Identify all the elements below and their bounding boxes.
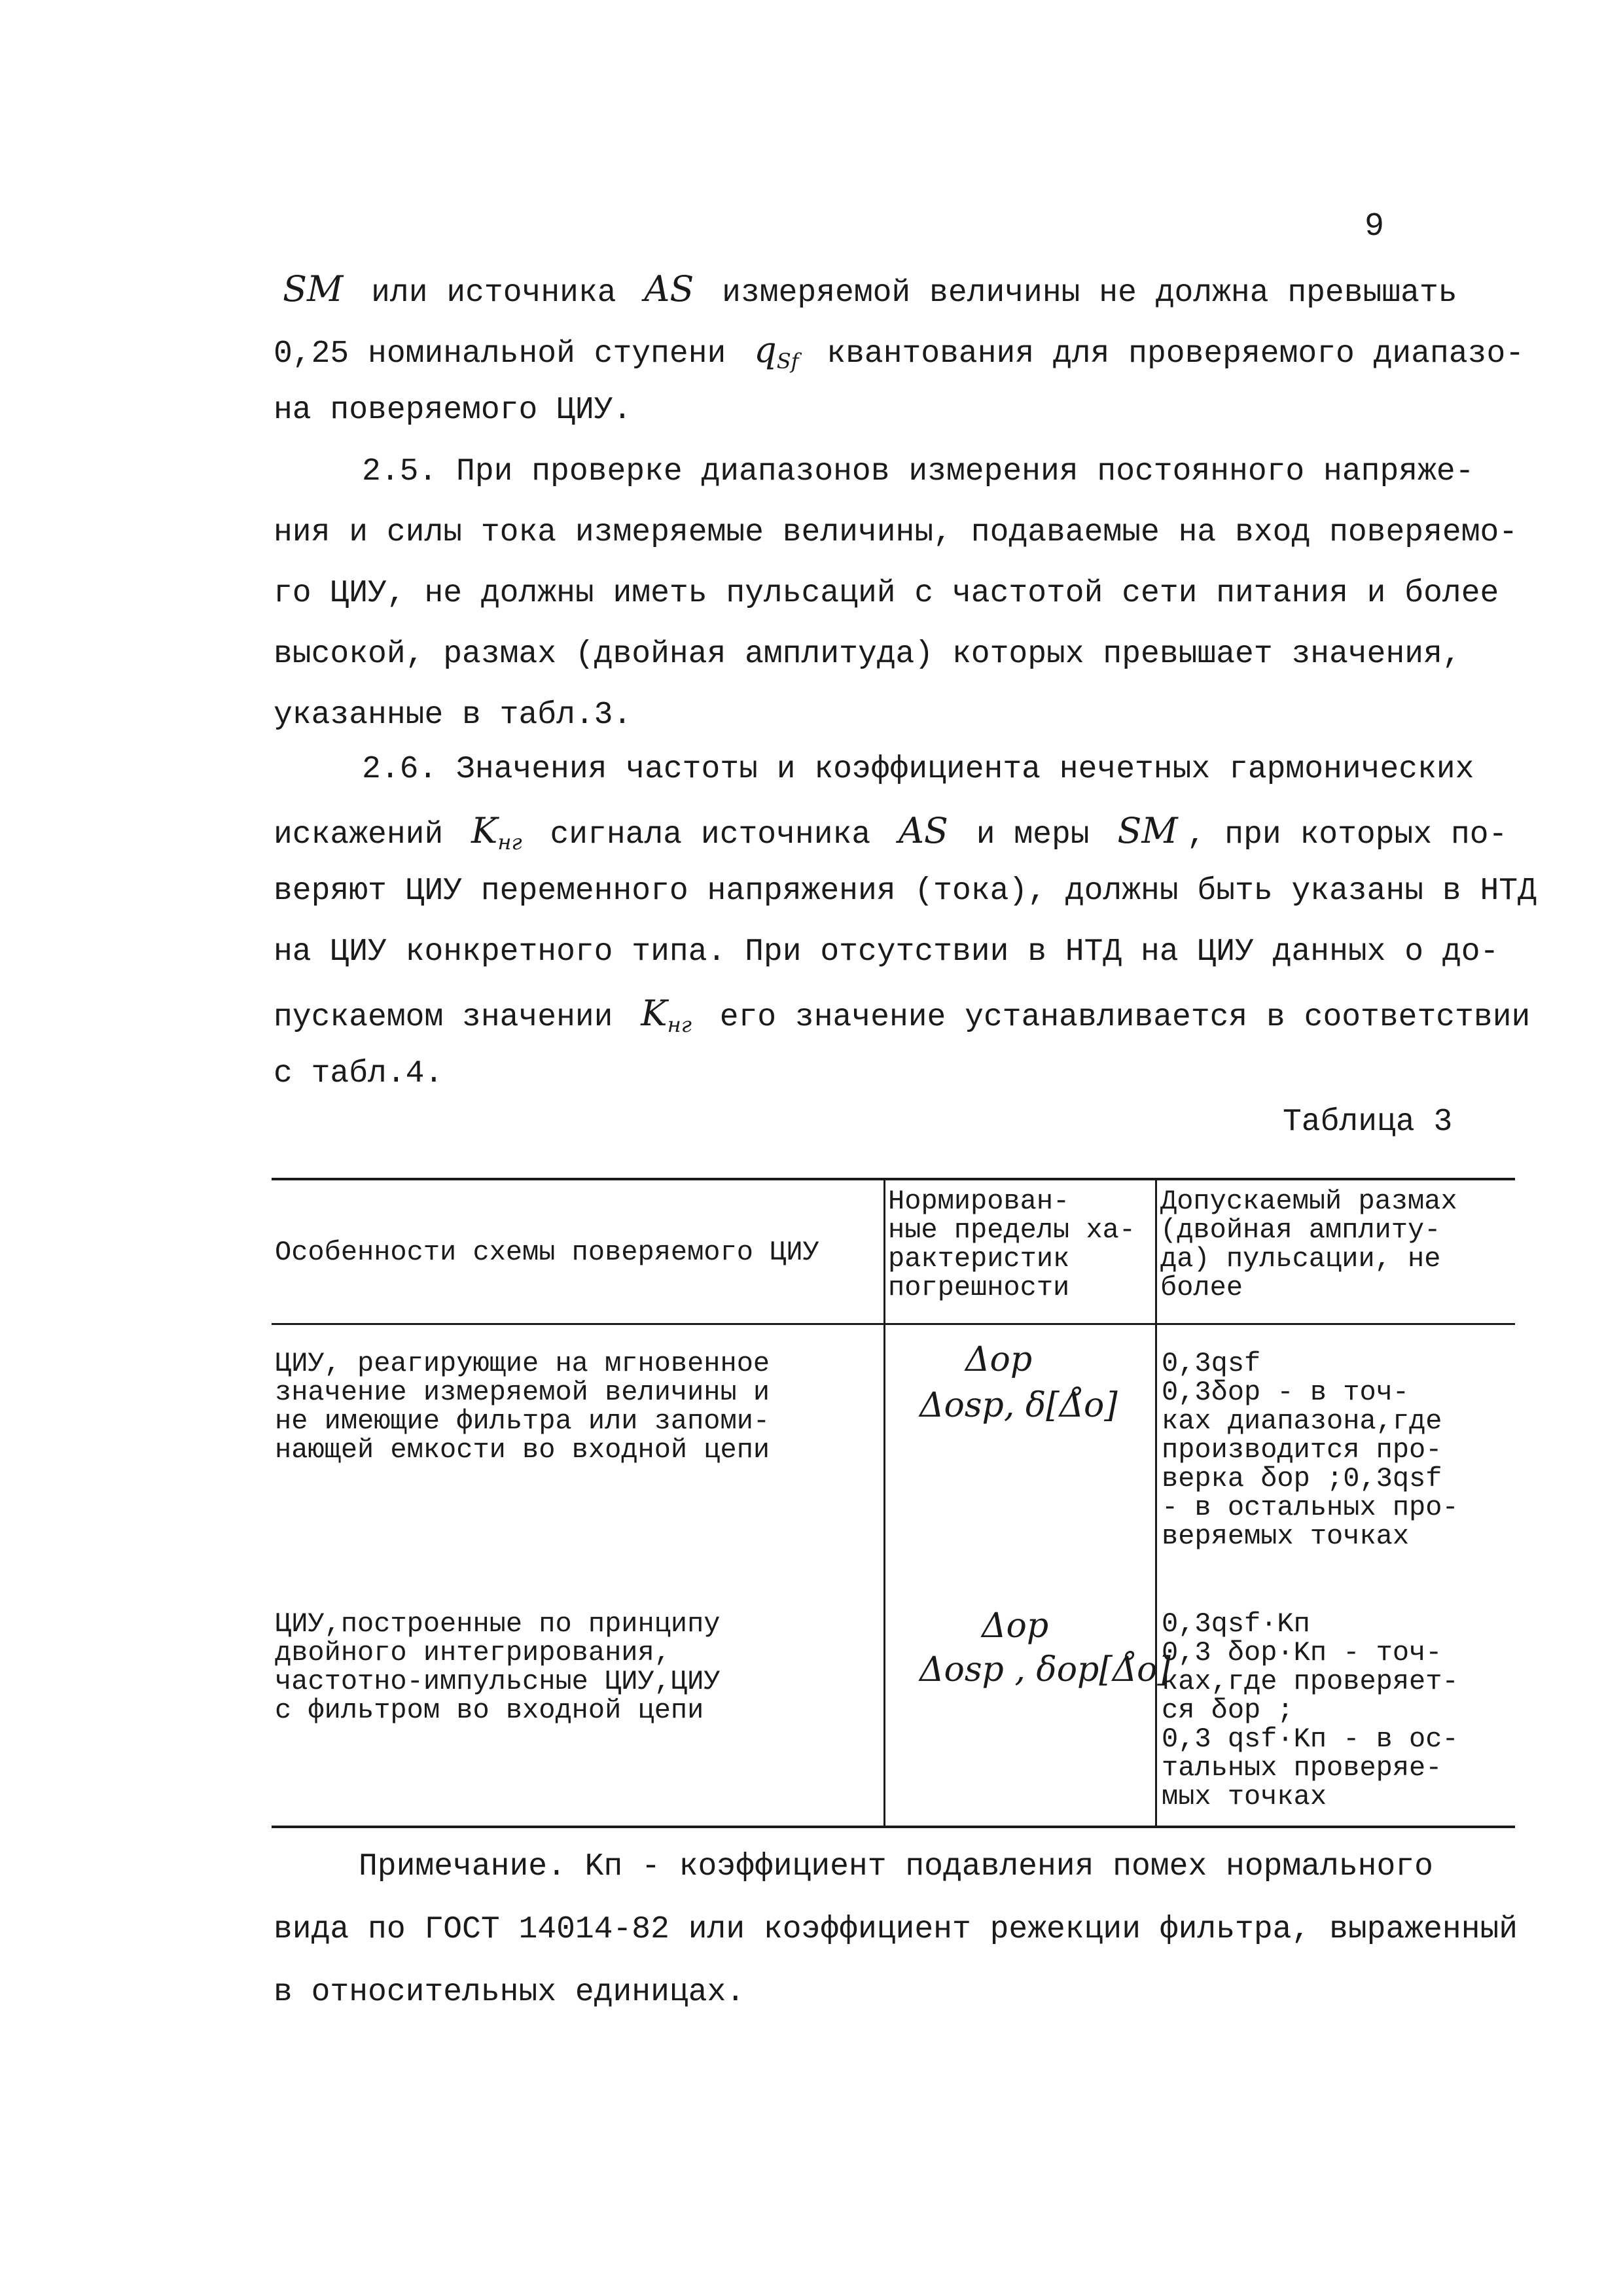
text-run: , при которых по- xyxy=(1186,817,1508,853)
math-symbol: AS xyxy=(644,268,694,309)
cell-line: ках,где проверяет- xyxy=(1162,1666,1459,1697)
row2-limit-formula: Δоsр , δор[Δ̊о] xyxy=(919,1650,1171,1689)
paragraph-2-6 xyxy=(274,739,1537,1104)
cell-line: - в остальных про- xyxy=(1162,1492,1459,1523)
text-line xyxy=(274,258,1504,319)
table-bottom-rule xyxy=(272,1826,1515,1828)
cell-line: Особенности схемы поверяемого ЦИУ xyxy=(275,1237,819,1268)
text-line xyxy=(274,563,1504,624)
cell-line: 0,3qsf·Kп xyxy=(1162,1608,1310,1640)
cell-line: двойного интегрирования, xyxy=(275,1637,671,1669)
text-line xyxy=(274,503,1518,563)
table-column-divider-1 xyxy=(883,1178,885,1828)
table-top-rule xyxy=(272,1178,1515,1180)
text-line xyxy=(274,739,1504,800)
text-line xyxy=(274,800,1508,861)
row1-limit-delta: Δор xyxy=(965,1340,1033,1379)
text-run: 2.5. При проверке диапазонов измерения постоянного напряже- xyxy=(362,454,1474,489)
cell-line: погрешности xyxy=(888,1272,1070,1303)
text-run: высокой, размах (двойная амплитуда) которых превышает значения, xyxy=(274,637,1461,672)
text-run: веряют ЦИУ переменного напряжения (тока), должны быть указаны в НТД xyxy=(274,874,1537,909)
text-run: его значение устанавливается в соответствии xyxy=(700,1000,1531,1035)
cell-line: (двойная амплиту- xyxy=(1160,1214,1441,1246)
cell-line: нающей емкости во входной цепи xyxy=(275,1434,770,1466)
text-line xyxy=(274,983,1531,1044)
cell-line: 0,3qsf xyxy=(1162,1348,1261,1379)
text-run: измеряемой величины не должна превышать xyxy=(703,275,1457,311)
math-subscript: нг xyxy=(667,1012,692,1037)
row2-ripple xyxy=(1162,1610,1459,1811)
table-header-rule xyxy=(272,1323,1515,1325)
note-line-3: в относительных единицах. xyxy=(274,1975,745,2010)
text-line xyxy=(274,922,1504,983)
table-column-divider-2 xyxy=(1155,1178,1157,1828)
cell-line: 0,3 qsf·Kп - в ос- xyxy=(1162,1723,1459,1755)
text-run: указанные в табл.3. xyxy=(274,698,632,733)
text-run: 0,25 номинальной ступени xyxy=(274,336,745,372)
math-symbol: SM xyxy=(283,268,344,309)
text-run: на ЦИУ конкретного типа. При отсутствии в НТД на ЦИУ данных о до- xyxy=(274,934,1499,970)
text-run: или источника xyxy=(352,275,635,311)
cell-line: с фильтром во входной цепи xyxy=(275,1695,704,1726)
cell-line: веряемых точках xyxy=(1162,1521,1410,1552)
text-run: с табл.4. xyxy=(274,1056,444,1091)
text-run: на поверяемого ЦИУ. xyxy=(274,393,632,428)
text-run: пускаемом значении xyxy=(274,1000,632,1035)
row1-ripple xyxy=(1162,1349,1459,1551)
cell-line: 0,3δор - в точ- xyxy=(1162,1377,1410,1408)
cell-line: ЦИУ, реагирующие на мгновенное xyxy=(275,1348,770,1379)
text-line xyxy=(274,685,1504,746)
cell-line: не имеющие фильтра или запоми- xyxy=(275,1405,770,1437)
table-caption: Таблица 3 xyxy=(1283,1104,1453,1140)
math-subscript: нг xyxy=(497,830,522,855)
text-run: ния и силы тока измеряемые величины, подаваемые на вход поверяемо- xyxy=(274,515,1518,550)
row1-features xyxy=(275,1349,770,1464)
text-run: и меры xyxy=(957,817,1109,853)
math-symbol: $K_{нг}$ xyxy=(471,810,522,855)
text-line xyxy=(274,861,1537,922)
cell-line: производится про- xyxy=(1162,1434,1442,1466)
text-line xyxy=(274,624,1504,685)
text-line xyxy=(274,380,1504,441)
paragraph-continuation xyxy=(274,258,1525,441)
cell-line: тальных проверяе- xyxy=(1162,1752,1442,1784)
cell-line: ках диапазона,где xyxy=(1162,1405,1442,1437)
cell-line: Допускаемый размах xyxy=(1160,1186,1457,1217)
row2-limit-delta: Δор xyxy=(982,1606,1049,1646)
cell-line: ЦИУ,построенные по принципу xyxy=(275,1608,721,1640)
cell-line: частотно-импульсные ЦИУ,ЦИУ xyxy=(275,1666,721,1697)
text-line xyxy=(274,1044,1504,1104)
cell-line: мых точках xyxy=(1162,1781,1327,1812)
text-line xyxy=(274,319,1525,380)
page-number: 9 xyxy=(1364,208,1385,245)
cell-line: значение измеряемой величины и xyxy=(275,1377,770,1408)
note-line-1: Примечание. Kп - коэффициент подавления помех нормального xyxy=(359,1849,1433,1884)
header-limits xyxy=(888,1187,1135,1302)
text-run: го ЦИУ, не должны иметь пульсаций с частотой сети питания и более xyxy=(274,576,1499,611)
cell-line: да) пульсации, не xyxy=(1160,1243,1441,1275)
text-line xyxy=(274,442,1504,503)
math-symbol: $q_{Sf}$ xyxy=(754,329,799,374)
text-run: 2.6. Значения частоты и коэффициента нечетных гармонических xyxy=(362,752,1474,787)
row1-limit-formula: Δоsр, δ[Δ̊о] xyxy=(919,1386,1118,1425)
header-features xyxy=(275,1238,819,1267)
text-run: квантования для проверяемого диапазо- xyxy=(808,336,1525,372)
math-subscript: Sf xyxy=(776,349,799,374)
math-symbol: SM xyxy=(1117,810,1178,851)
cell-line: ся δор ; xyxy=(1162,1695,1294,1726)
text-run: сигнала источника xyxy=(531,817,889,853)
cell-line: 0,3 δор·Kп - точ- xyxy=(1162,1637,1442,1669)
cell-line: рактеристик xyxy=(888,1243,1070,1275)
note-line-2: вида по ГОСТ 14014-82 или коэффициент режекции фильтра, выраженный xyxy=(274,1912,1518,1947)
table-note xyxy=(274,1835,1518,2024)
cell-line: ные пределы ха- xyxy=(888,1214,1136,1246)
cell-line: Нормирован- xyxy=(888,1186,1070,1217)
math-symbol: AS xyxy=(898,810,948,851)
text-run: искажений xyxy=(274,817,463,853)
math-symbol: $K_{нг}$ xyxy=(641,993,692,1037)
row2-features xyxy=(275,1610,721,1725)
header-ripple xyxy=(1160,1187,1457,1302)
paragraph-2-5 xyxy=(274,442,1518,746)
cell-line: более xyxy=(1160,1272,1243,1303)
cell-line: верка δор ;0,3qsf xyxy=(1162,1463,1442,1494)
table-3 xyxy=(272,1178,1515,1829)
